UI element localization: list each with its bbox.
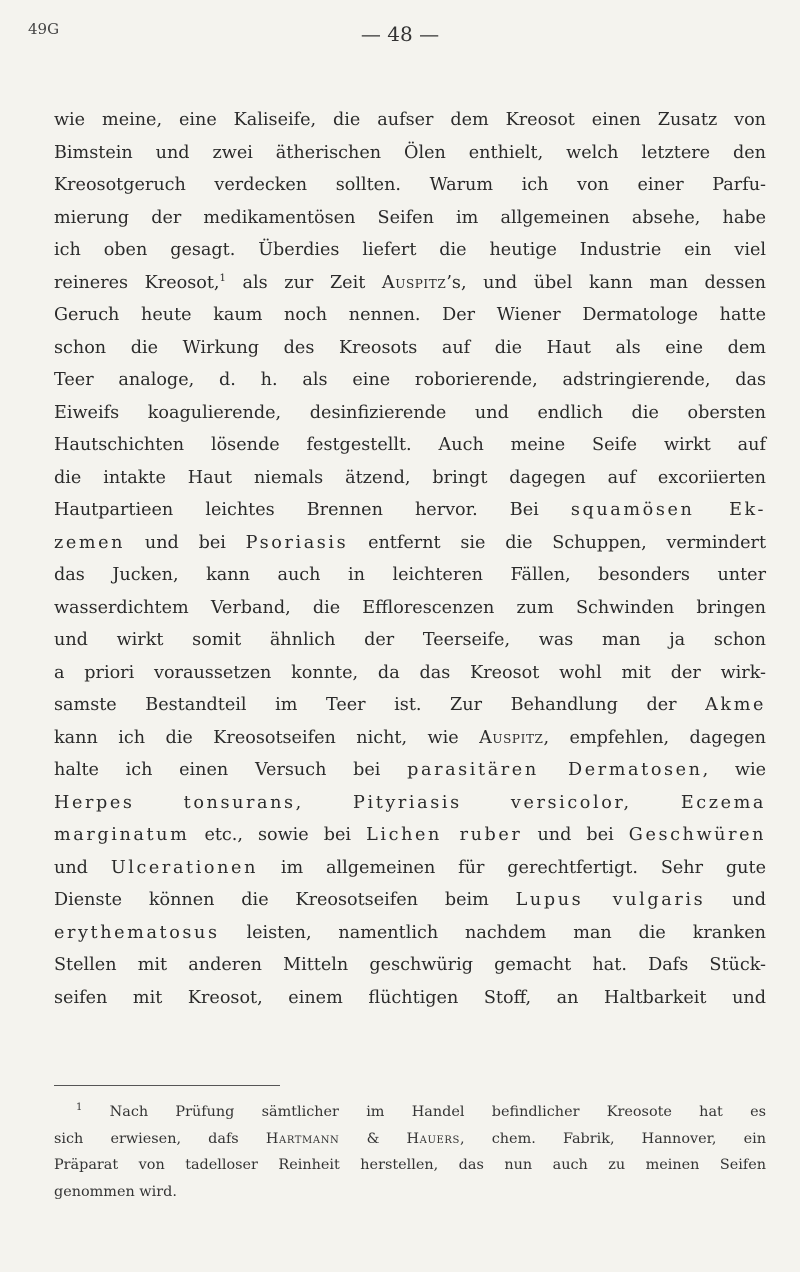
text-fragment: kann ich die Kreosotseifen nicht, wie: [54, 727, 459, 748]
footnote-marker: 1: [76, 1102, 83, 1114]
footnote-line: Präparat von tadelloser Reinheit herstellen, das nun auch zu meinen Seifen: [54, 1157, 766, 1173]
text-fragment: , empfehlen, dagegen: [543, 727, 766, 748]
text-line: Stellen mit anderen Mitteln geschwürig gemacht hat. Dafs Stück-: [54, 955, 766, 975]
text-fragment: , wie: [702, 760, 766, 780]
text-fragment: und bei: [537, 825, 614, 845]
text-fragment: halte ich einen Versuch bei: [54, 760, 381, 780]
spaced-term: Ulcerationen: [110, 857, 258, 878]
text-fragment: sich erwiesen, dafs: [54, 1130, 239, 1147]
spaced-term: Psoriasis: [245, 532, 349, 553]
text-fragment: als zur Zeit: [242, 272, 366, 293]
footnote-line: [54, 1126, 766, 1153]
text-line: Bimstein und zwei ätherischen Ölen enthielt, welch letztere den: [54, 142, 766, 163]
text-line: [54, 689, 766, 722]
spaced-term: erythematosus: [54, 922, 220, 943]
signature-mark: 49G: [28, 20, 60, 38]
text-fragment: leisten, namentlich nachdem man die kranken: [246, 922, 766, 943]
spaced-term: Geschwüren: [628, 825, 767, 845]
text-fragment: etc., sowie bei: [204, 825, 352, 845]
text-line: und wirkt somit ähnlich der Teerseife, was man ja schon: [54, 630, 766, 650]
text-line: [54, 819, 766, 852]
text-line: [54, 722, 766, 755]
text-line: Eiweifs koagulierende, desinfizierende und endlich die obersten: [54, 402, 766, 423]
text-fragment: im allgemeinen für gerechtfertigt. Sehr gute: [280, 857, 766, 878]
text-line: seifen mit Kreosot, einem flüchtigen Stoff, an Haltbarkeit und: [54, 987, 766, 1008]
text-line: [54, 852, 766, 885]
footnote-divider: [54, 1085, 280, 1086]
text-fragment: und: [54, 857, 88, 878]
text-line: das Jucken, kann auch in leichteren Fällen, besonders unter: [54, 565, 766, 585]
text-fragment: und: [732, 890, 766, 910]
text-fragment: ’s, und übel kann man dessen: [446, 272, 767, 293]
text-fragment: Dienste können die Kreosotseifen beim: [54, 890, 489, 910]
text-fragment: entfernt sie die Schuppen, vermindert: [368, 532, 767, 553]
text-line: ich oben gesagt. Überdies liefert die heutige Industrie ein viel: [54, 240, 766, 260]
spaced-term: Lupus vulgaris: [515, 890, 706, 910]
author-name: Auspitz: [479, 727, 544, 748]
text-fragment: reineres Kreosot,: [54, 272, 220, 293]
spaced-term: squamösen Ek-: [570, 500, 767, 520]
spaced-term: parasitären Dermatosen: [407, 760, 703, 780]
text-fragment: , chem. Fabrik, Hannover, ein: [460, 1130, 767, 1147]
text-line: die intakte Haut niemals ätzend, bringt dagegen auf excoriierten: [54, 467, 766, 488]
page-number: — 48 —: [360, 22, 440, 46]
text-fragment: samste Bestandteil im Teer ist. Zur Behandlung der: [54, 695, 677, 715]
text-line: Geruch heute kaum noch nennen. Der Wiener Dermatologe hatte: [54, 305, 766, 325]
author-name: Hartmann: [265, 1130, 340, 1147]
footnote-line: genommen wird.: [54, 1183, 177, 1200]
spaced-term: Akme: [705, 695, 766, 715]
footnote-ref: 1: [219, 272, 226, 284]
text-line: [54, 267, 766, 300]
text-line: mierung der medikamentösen Seifen im allgemeinen absehe, habe: [54, 207, 766, 228]
text-line: [54, 527, 766, 560]
footnote-line: [54, 1099, 766, 1126]
text-line: [54, 917, 766, 950]
footnote: [54, 1099, 766, 1205]
text-line: Herpes tonsurans, Pityriasis versicolor, Eczema: [54, 792, 766, 813]
author-name: Hauers: [406, 1130, 461, 1147]
text-fragment: Nach Prüfung sämtlicher im Handel befindlicher Kreosote hat es: [109, 1104, 766, 1120]
text-line: schon die Wirkung des Kreosots auf die Haut als eine dem: [54, 337, 766, 358]
text-line: a priori voraussetzen konnte, da das Kreosot wohl mit der wirk-: [54, 662, 766, 683]
spaced-term: zemen: [54, 532, 126, 553]
text-line: [54, 754, 766, 787]
text-fragment: Hautpartieen leichtes Brennen hervor. Bei: [54, 500, 539, 520]
spaced-term: Lichen ruber: [366, 825, 523, 845]
text-line: Kreosotgeruch verdecken sollten. Warum ich von einer Parfu-: [54, 175, 766, 195]
text-line: Teer analoge, d. h. als eine roborierende, adstringierende, das: [54, 370, 766, 390]
spaced-term: marginatum: [54, 825, 190, 845]
text-line: Hautschichten lösende festgestellt. Auch meine Seife wirkt auf: [54, 435, 766, 455]
text-fragment: &: [366, 1130, 380, 1147]
text-line: wasserdichtem Verband, die Efflorescenzen zum Schwinden bringen: [54, 597, 766, 618]
text-fragment: und bei: [144, 532, 226, 553]
main-text: [54, 104, 766, 1014]
author-name: Auspitz: [381, 272, 447, 293]
text-line: [54, 494, 766, 527]
text-line: wie meine, eine Kaliseife, die aufser dem Kreosot einen Zusatz von: [54, 110, 766, 130]
text-line: [54, 884, 766, 917]
